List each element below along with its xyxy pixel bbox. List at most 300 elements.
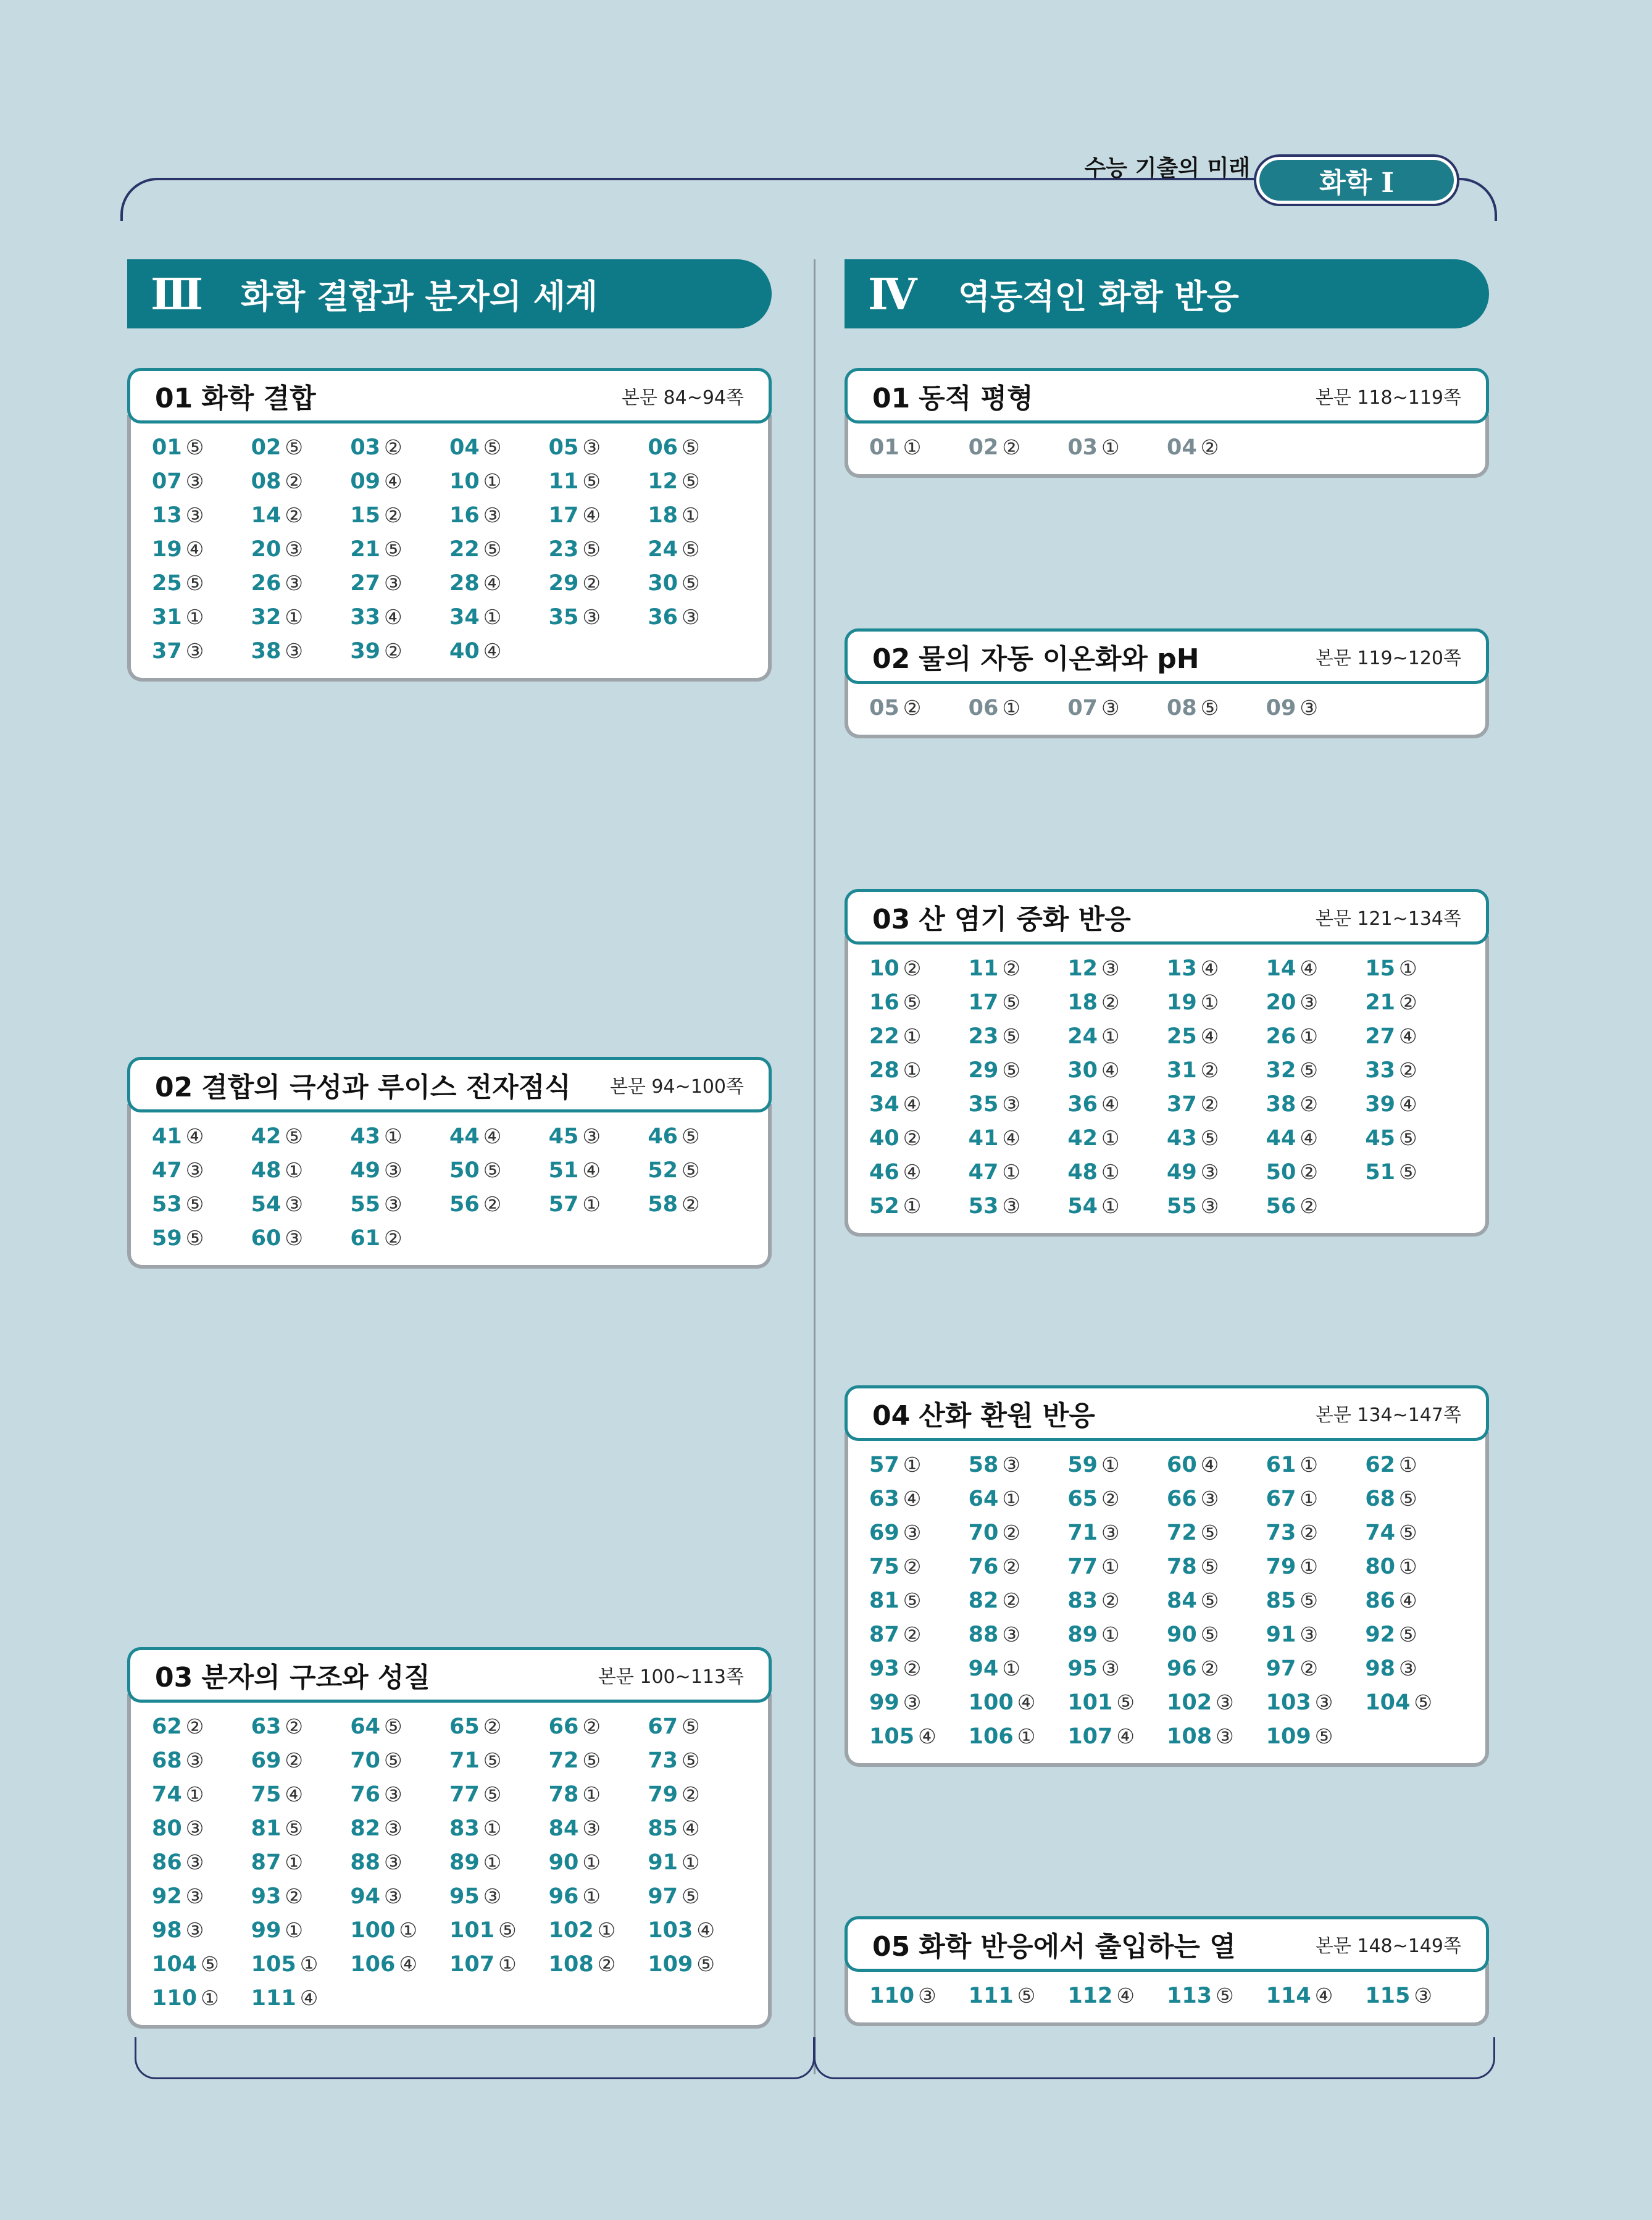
question-number: 03 [1067, 435, 1098, 460]
answer-item [1266, 1058, 1366, 1083]
answer-choice: ④ [483, 571, 502, 595]
section-header [845, 628, 1489, 684]
answer-item [1067, 1690, 1167, 1716]
answer-item [969, 1622, 1068, 1648]
question-number: 107 [449, 1952, 495, 1977]
answer-item [969, 1724, 1068, 1750]
answer-choice: ① [285, 1918, 303, 1942]
answer-item [251, 1985, 351, 2011]
question-number: 38 [251, 639, 282, 664]
answer-choice: ① [201, 1986, 219, 2010]
question-number: 15 [1365, 956, 1396, 981]
section-header [127, 1647, 772, 1703]
question-number: 19 [152, 537, 182, 562]
answer-choice: ③ [1101, 696, 1120, 720]
answer-choice: ④ [1017, 1690, 1036, 1714]
answer-section [845, 628, 1489, 738]
answer-item [1067, 1983, 1167, 2009]
answer-item [869, 1656, 969, 1682]
answer-choice: ⑤ [682, 1714, 700, 1738]
question-number: 51 [548, 1158, 579, 1183]
answer-choice: ② [1299, 1521, 1318, 1545]
question-number: 77 [1067, 1554, 1098, 1579]
question-number: 25 [152, 571, 182, 596]
page-range: 본문 100~113쪽 [598, 1666, 744, 1688]
question-number: 113 [1167, 1984, 1212, 2008]
question-number: 89 [1067, 1622, 1098, 1647]
answer-choice: ⑤ [903, 990, 922, 1014]
answer-choice: ③ [185, 1884, 204, 1908]
question-number: 94 [968, 1656, 999, 1681]
answer-section [127, 1057, 772, 1269]
answer-item [1365, 1159, 1464, 1185]
answer-item [449, 1816, 549, 1842]
answer-item [152, 1917, 251, 1943]
answer-item [1067, 956, 1167, 982]
answer-item [1067, 1554, 1167, 1580]
answer-item [1266, 1622, 1366, 1648]
answer-choice: ⑤ [682, 469, 700, 493]
answer-choice: ⑤ [582, 1748, 601, 1772]
answer-item [969, 1486, 1068, 1512]
question-number: 89 [449, 1850, 480, 1875]
question-number: 104 [1365, 1690, 1411, 1715]
answer-item [251, 1816, 351, 1842]
answer-item [1167, 1983, 1266, 2009]
question-number: 39 [350, 639, 381, 664]
question-number: 78 [1167, 1554, 1197, 1579]
question-number: 70 [968, 1521, 999, 1545]
answer-choice: ② [384, 503, 403, 527]
answer-item [1365, 1125, 1464, 1151]
answer-item [549, 469, 648, 494]
question-number: 37 [152, 639, 182, 664]
question-number: 98 [1365, 1656, 1396, 1681]
answer-choice: ② [1101, 990, 1120, 1014]
answer-item [1365, 1058, 1464, 1083]
page-range: 본문 119~120쪽 [1315, 648, 1461, 669]
answer-choice: ① [285, 1158, 303, 1182]
answer-choice: ② [1299, 1092, 1318, 1116]
answer-choice: ② [903, 1622, 922, 1646]
question-number: 90 [548, 1850, 579, 1875]
question-number: 84 [1167, 1588, 1197, 1613]
answer-choice: ④ [185, 1124, 204, 1148]
answer-item [869, 990, 969, 1016]
question-number: 33 [1365, 1058, 1396, 1083]
question-number: 90 [1167, 1622, 1197, 1647]
answer-choice: ③ [384, 1158, 403, 1182]
answer-choice: ③ [185, 1918, 204, 1942]
answer-item [549, 536, 648, 562]
question-number: 100 [968, 1690, 1014, 1715]
answer-choice: ⑤ [682, 537, 700, 561]
question-number: 26 [1266, 1024, 1296, 1049]
answer-choice: ③ [1101, 1656, 1120, 1680]
answer-item [1067, 1656, 1167, 1682]
answer-choice: ① [582, 1884, 601, 1908]
question-number: 40 [449, 639, 480, 664]
answer-choice: ⑤ [682, 1124, 700, 1148]
answer-section [845, 368, 1489, 478]
question-number: 07 [1067, 696, 1098, 720]
answer-grid [845, 936, 1489, 1237]
answer-item [251, 1158, 351, 1183]
answer-choice: ① [1002, 1656, 1020, 1680]
answer-choice: ① [285, 1850, 303, 1874]
answer-item [969, 435, 1068, 461]
answer-choice: ③ [1216, 1724, 1234, 1748]
page-range: 본문 121~134쪽 [1315, 908, 1461, 930]
question-number: 73 [648, 1748, 678, 1773]
answer-choice: ④ [1116, 1724, 1135, 1748]
question-number: 20 [1266, 990, 1296, 1015]
answer-item [251, 1225, 351, 1251]
answer-choice: ⑤ [1200, 696, 1219, 720]
question-number: 83 [449, 1816, 480, 1841]
answer-item [1167, 990, 1266, 1016]
answer-choice: ③ [384, 1816, 403, 1840]
answer-item [1266, 1724, 1366, 1750]
answer-item [869, 695, 969, 721]
answer-item [449, 1191, 549, 1217]
answer-choice: ① [483, 1816, 502, 1840]
answer-item [152, 570, 251, 596]
answer-choice: ② [1200, 435, 1219, 459]
answer-item [350, 1158, 449, 1183]
answer-item [969, 990, 1068, 1016]
answer-choice: ③ [185, 639, 204, 663]
question-number: 51 [1365, 1160, 1396, 1185]
question-number: 96 [1167, 1656, 1197, 1681]
question-number: 14 [1266, 956, 1296, 981]
answer-item [869, 1024, 969, 1049]
answer-choice: ① [185, 605, 204, 629]
answer-choice: ③ [285, 1226, 303, 1250]
question-number: 63 [869, 1487, 899, 1511]
answer-grid [845, 1963, 1489, 2026]
question-number: 31 [152, 605, 182, 630]
answer-choice: ⑤ [185, 1192, 204, 1216]
answer-item [251, 1714, 351, 1740]
answer-item [1067, 1058, 1167, 1083]
answer-choice: ① [1002, 696, 1020, 720]
answer-choice: ④ [285, 1782, 303, 1806]
answer-choice: ⑤ [1299, 1588, 1318, 1613]
question-number: 49 [1167, 1160, 1197, 1185]
answer-choice: ② [1299, 1160, 1318, 1184]
answer-item [449, 1714, 549, 1740]
answer-choice: ① [1101, 1622, 1120, 1646]
question-number: 64 [968, 1487, 999, 1511]
section-title [872, 636, 1199, 676]
question-number: 48 [251, 1158, 282, 1183]
answer-item [549, 604, 648, 630]
answer-section [127, 368, 772, 682]
answer-item [350, 503, 449, 528]
question-number: 32 [251, 605, 282, 630]
answer-item [969, 1452, 1068, 1478]
answer-item [152, 1816, 251, 1842]
answer-item [1266, 1159, 1366, 1185]
column-divider [814, 259, 816, 2074]
question-number: 98 [152, 1918, 182, 1943]
question-number: 111 [251, 1986, 296, 2011]
answer-item [648, 1124, 747, 1150]
answer-choice: ② [1200, 1656, 1219, 1680]
answer-choice: ③ [185, 1158, 204, 1182]
question-number: 101 [449, 1918, 495, 1943]
answer-section [845, 1916, 1489, 2026]
question-number: 26 [251, 571, 282, 596]
book-title: 수능 기출의 미래 [1084, 156, 1250, 181]
question-number: 53 [968, 1194, 999, 1219]
question-number: 44 [449, 1124, 480, 1149]
question-number: 17 [968, 990, 999, 1015]
question-number: 102 [548, 1918, 594, 1943]
answer-choice: ① [582, 1192, 601, 1216]
question-number: 21 [1365, 990, 1396, 1015]
question-number: 88 [350, 1850, 381, 1875]
answer-choice: ① [1101, 1453, 1120, 1477]
answer-item [648, 1782, 747, 1808]
answer-choice: ② [1002, 956, 1020, 980]
answer-item [969, 1091, 1068, 1117]
answer-choice: ⑤ [483, 1748, 502, 1772]
section-title [155, 1655, 430, 1695]
answer-item [1167, 1125, 1266, 1151]
answer-item [969, 1193, 1068, 1219]
section-name: 화학 결합 [201, 383, 316, 414]
chapter-number: Ⅲ [151, 268, 201, 320]
section-name: 결합의 극성과 루이스 전자점식 [201, 1072, 571, 1103]
page-range: 본문 148~149쪽 [1315, 1935, 1461, 1957]
answer-item [1067, 1520, 1167, 1546]
question-number: 39 [1365, 1092, 1396, 1117]
answer-item [1266, 695, 1366, 721]
answer-item [869, 1622, 969, 1648]
question-number: 13 [1167, 956, 1197, 981]
answer-item [350, 1917, 449, 1943]
answer-choice: ⑤ [1299, 1058, 1318, 1082]
question-number: 54 [1067, 1194, 1098, 1219]
question-number: 86 [152, 1850, 182, 1875]
question-number: 112 [1067, 1984, 1113, 2008]
question-number: 04 [1167, 435, 1197, 460]
answer-choice: ② [1002, 1588, 1020, 1613]
answer-item [869, 1452, 969, 1478]
answer-item [1067, 1159, 1167, 1185]
answer-choice: ⑤ [285, 1124, 303, 1148]
answer-choice: ④ [1399, 1588, 1417, 1613]
chapter-title: 역동적인 화학 반응 [958, 277, 1239, 316]
answer-choice: ⑤ [384, 1714, 403, 1738]
answer-choice: ⑤ [1399, 1622, 1417, 1646]
question-number: 48 [1067, 1160, 1098, 1185]
question-number: 79 [1266, 1554, 1296, 1579]
answer-choice: ④ [1200, 1453, 1219, 1477]
answer-choice: ① [597, 1918, 616, 1942]
answer-choice: ④ [185, 537, 204, 561]
answer-choice: ⑤ [1200, 1126, 1219, 1150]
answer-choice: ⑤ [582, 469, 601, 493]
answer-item [648, 1951, 747, 1977]
section-name: 동적 평형 [919, 383, 1033, 414]
question-number: 43 [350, 1124, 381, 1149]
answer-item [1167, 1159, 1266, 1185]
footer-rule-right [814, 2037, 1495, 2079]
question-number: 42 [1067, 1126, 1098, 1151]
answer-choice: ③ [384, 1192, 403, 1216]
question-number: 105 [869, 1724, 915, 1749]
answer-item [1266, 1588, 1366, 1614]
answer-item [1266, 1193, 1366, 1219]
answer-item [152, 503, 251, 528]
question-number: 115 [1365, 1984, 1411, 2008]
question-number: 53 [152, 1192, 182, 1217]
answer-item [1266, 1024, 1366, 1049]
answer-item [251, 1951, 351, 1977]
answer-choice: ④ [1200, 1024, 1219, 1048]
answer-choice: ① [483, 1850, 502, 1874]
question-number: 105 [251, 1952, 296, 1977]
question-number: 63 [251, 1714, 282, 1739]
answer-item [549, 1850, 648, 1876]
answer-item [648, 1917, 747, 1943]
answer-item [350, 1850, 449, 1876]
answer-choice: ③ [185, 469, 204, 493]
section-number: 01 [155, 383, 193, 414]
section-number: 03 [155, 1662, 193, 1693]
answer-grid [127, 415, 772, 682]
answer-item [1067, 1452, 1167, 1478]
answer-item [969, 1983, 1068, 2009]
answer-choice: ③ [384, 1884, 403, 1908]
question-number: 11 [548, 469, 579, 494]
answer-choice: ② [582, 1714, 601, 1738]
question-number: 55 [1167, 1194, 1197, 1219]
question-number: 16 [869, 990, 899, 1015]
answer-item [350, 1951, 449, 1977]
answer-choice: ③ [285, 571, 303, 595]
question-number: 20 [251, 537, 282, 562]
question-number: 99 [869, 1690, 899, 1715]
answer-choice: ② [384, 435, 403, 459]
answer-choice: ① [682, 1850, 700, 1874]
answer-grid [127, 1694, 772, 2029]
answer-choice: ④ [903, 1160, 922, 1184]
question-number: 61 [1266, 1453, 1296, 1477]
question-number: 100 [350, 1918, 396, 1943]
answer-item [869, 1983, 969, 2009]
answer-item [1266, 1125, 1366, 1151]
answer-choice: ① [285, 605, 303, 629]
question-number: 31 [1167, 1058, 1197, 1083]
question-number: 62 [1365, 1453, 1396, 1477]
answer-choice: ② [1299, 1656, 1318, 1680]
answer-choice: ① [682, 503, 700, 527]
answer-item [1067, 1724, 1167, 1750]
question-number: 72 [1167, 1521, 1197, 1545]
answer-choice: ② [903, 956, 922, 980]
question-number: 95 [449, 1884, 480, 1909]
answer-item [1365, 1024, 1464, 1049]
answer-item [549, 1158, 648, 1183]
answer-item [869, 1058, 969, 1083]
section-title [155, 1065, 571, 1104]
answer-choice: ① [1101, 1194, 1120, 1218]
question-number: 66 [548, 1714, 579, 1739]
question-number: 80 [1365, 1554, 1396, 1579]
answer-item [449, 1158, 549, 1183]
answer-choice: ⑤ [1200, 1554, 1219, 1579]
answer-item [648, 1850, 747, 1876]
answer-item [152, 1951, 251, 1977]
question-number: 93 [251, 1884, 282, 1909]
answer-choice: ① [903, 1194, 922, 1218]
answer-choice: ② [285, 1748, 303, 1772]
answer-choice: ④ [1299, 1126, 1318, 1150]
answer-item [449, 1850, 549, 1876]
question-number: 10 [449, 469, 480, 494]
answer-item [549, 570, 648, 596]
answer-item [1067, 1024, 1167, 1049]
answer-choice: ④ [582, 503, 601, 527]
question-number: 67 [648, 1714, 678, 1739]
section-number: 03 [872, 904, 911, 935]
answer-item [1167, 1724, 1266, 1750]
answer-item [1365, 1520, 1464, 1546]
answer-choice: ③ [185, 1850, 204, 1874]
answer-item [1067, 1486, 1167, 1512]
answer-choice: ③ [682, 605, 700, 629]
answer-item [1365, 1452, 1464, 1478]
question-number: 69 [869, 1521, 899, 1545]
question-number: 24 [1067, 1024, 1098, 1049]
question-number: 103 [648, 1918, 693, 1943]
answer-item [869, 956, 969, 982]
question-number: 07 [152, 469, 182, 494]
answer-choice: ③ [1399, 1656, 1417, 1680]
section-header [127, 1057, 772, 1112]
answer-choice: ④ [1299, 956, 1318, 980]
question-number: 41 [152, 1124, 182, 1149]
answer-item [350, 604, 449, 630]
answer-item [549, 1124, 648, 1150]
answer-item [969, 1656, 1068, 1682]
question-number: 102 [1167, 1690, 1212, 1715]
answer-item [152, 469, 251, 494]
answer-item [1266, 956, 1366, 982]
answer-choice: ① [1101, 1160, 1120, 1184]
answer-choice: ③ [1299, 696, 1318, 720]
page-range: 본문 94~100쪽 [609, 1076, 744, 1098]
answer-item [1167, 956, 1266, 982]
question-number: 76 [968, 1554, 999, 1579]
question-number: 71 [449, 1748, 480, 1773]
section-header [845, 368, 1489, 424]
answer-grid [127, 1104, 772, 1269]
chapter-banner-4 [845, 259, 1489, 328]
answer-item [1067, 1588, 1167, 1614]
answer-item [251, 469, 351, 494]
answer-item [152, 1158, 251, 1183]
question-number: 30 [648, 571, 678, 596]
question-number: 76 [350, 1782, 381, 1807]
answer-item [869, 435, 969, 461]
answer-choice: ④ [582, 1158, 601, 1182]
question-number: 14 [251, 503, 282, 528]
